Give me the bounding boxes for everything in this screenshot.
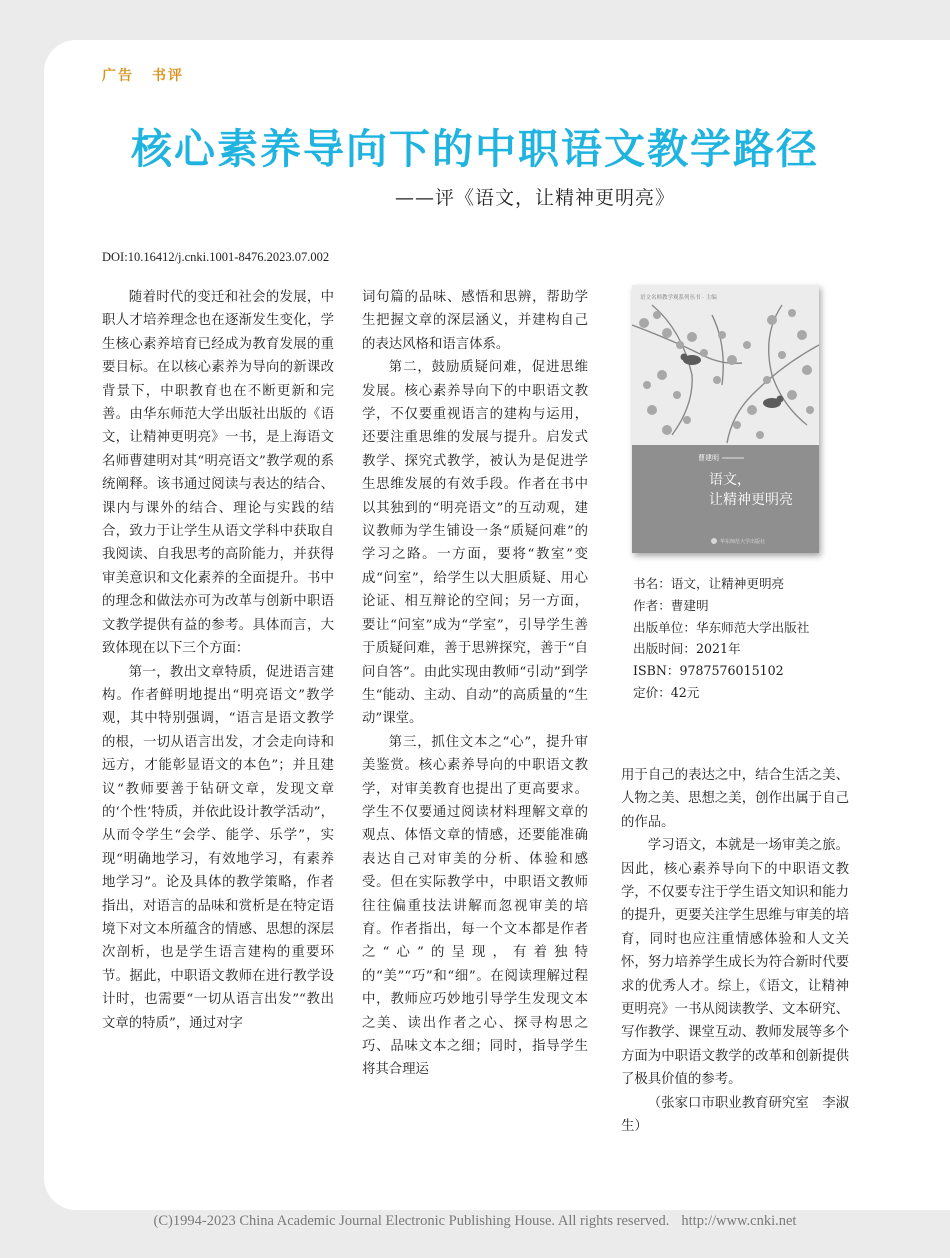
paragraph: 第二，鼓励质疑问难，促进思维发展。核心素养导向下的中职语文教学，不仅要重视语言的建构与运用，还要注重思维的发展与提升。启发式教学、探究式教学，被认为是促进学生思维发展的有效手段。作者在书中以其独到的“明亮语文”的互动观，建议教师为学生铺设一条“质疑问难”的学习之路。一方面，要将“教室”变成“问室”，给学生以大胆质疑、用心论证、相互辩论的空间；另一方面，要让“问室”成为“学室”，引导学生善于质疑问难，善于思辨探究，善于“自问自答”。由此实现由教师“引动”到学生“能动、主动、自动”的高质量的“生动”课堂。 <box>362 360 588 727</box>
copyright-text: (C)1994-2023 China Academic Journal Electronic Publishing House. All rights reserved. <box>153 1213 670 1229</box>
cover-publisher-text: 华东师范大学出版社 <box>720 539 766 545</box>
book-info-block <box>633 573 809 704</box>
book-publisher: 出版单位：华东师范大学出版社 <box>633 619 810 635</box>
article-title: 核心素养导向下的中职语文教学路径 <box>131 125 819 173</box>
paragraph: 第一，教出文章特质，促进语言建构。作者鲜明地提出“明亮语文”教学观，其中特别强调，“语言是语文教学的根，一切从语言出发，才会走向诗和远方，才能彰显语文的本色”；并且建议“教师要善于钻研文章，发现文章的‘个性’特质，并依此设计教学活动”，从而令学生“会学、能学、乐学”，实现“明确地学习，有效地学习，有素养地学习”。论及具体的教学策略，作者指出，对语言的品味和赏析是在特定语境下对文本所蕴含的情感、思想的深层次剖析，也是学生语言建构的重要环节。据此，中职语文教师在进行教学设计时，也需要“一切从语言出发”“教出文章的特质”，通过对字 <box>102 664 334 1031</box>
book-date: 出版时间：2021年 <box>633 641 741 657</box>
body-column-1 <box>102 286 334 1035</box>
body-column-2 <box>362 286 588 1082</box>
cover-title-line2: 让精神更明亮 <box>709 492 793 508</box>
footer-url[interactable]: http://www.cnki.net <box>681 1213 797 1229</box>
section-tag-review: 书评 <box>152 68 184 84</box>
cover-title-line1: 语文， <box>709 472 751 488</box>
body-column-3 <box>621 764 849 1139</box>
book-cover-image <box>632 285 819 553</box>
page-footer <box>0 1213 950 1230</box>
publisher-logo-icon <box>711 538 717 544</box>
book-name: 书名：语文，让精神更明亮 <box>633 576 785 591</box>
author-signature: （张家口市职业教育研究室 李淑生） <box>621 1095 849 1135</box>
section-tag-ad: 广告 <box>102 68 134 84</box>
doi-line: DOI:10.16412/j.cnki.1001-8476.2023.07.002 <box>102 250 330 264</box>
paragraph: 第三，抓住文本之“心”，提升审美鉴赏。核心素养导向的中职语文教学，对审美教育也提出了更高要求。学生不仅要通过阅读材料理解文章的观点、体悟文章的情感，还要能准确表达自己对审美的分析、体验和感受。但在实际教学中，中职语文教师往往偏重技法讲解而忽视审美的培育。作者指出，每一个文本都是作者之“心”的呈现，有着独特的“美”“巧”和“细”。在阅读理解过程中，教师应巧妙地引导学生发现文本之美、读出作者之心、探寻构思之巧、品味文本之细；同时，指导学生将其合理运 <box>362 734 588 1078</box>
book-price: 定价：42元 <box>633 684 700 700</box>
cover-series-text: 语文名师教学观系列丛书 · 主编 <box>640 295 717 301</box>
paragraph: 随着时代的变迁和社会的发展，中职人才培养理念也在逐渐发生变化，学生核心素养培育已经成为教育发展的重要目标。在以核心素养为导向的新课改背景下，中职教育也在不断更新和完善。由华东师范大学出版社出版的《语文，让精神更明亮》一书，是上海语文名师曹建明对其“明亮语文”教学观的系统阐释。该书通过阅读与表达的结合、课内与课外的结合、理论与实践的结合，致力于让学生从语文学科中获取自我阅读、自我思考的高阶能力，并获得审美意识和文化素养的全面提升。书中的理念和做法亦可为改革与创新中职语文教学提供有益的参考。具体而言，大致体现在以下三个方面： <box>102 290 334 657</box>
cover-author-text: 曹建明 <box>698 454 719 462</box>
section-tag <box>102 65 202 85</box>
paragraph: 词句篇的品味、感悟和思辨，帮助学生把握文章的深层涵义，并建构自己的表达风格和语言体系。 <box>362 290 588 352</box>
book-isbn: ISBN：9787576015102 <box>633 663 784 679</box>
article-subtitle: ——评《语文，让精神更明亮》 <box>394 187 675 209</box>
paragraph: 学习语文，本就是一场审美之旅。因此，核心素养导向下的中职语文教学，不仅要专注于学生语文知识和能力的提升，更要关注学生思维与审美的培育，同时也应注重情感体验和人文关怀，努力培养学生成长为符合新时代要求的优秀人才。综上，《语文，让精神更明亮》一书从阅读教学、文本研究、写作教学、课堂互动、教师发展等多个方面为中职语文教学的改革和创新提供了极具价值的参考。 <box>621 838 849 1088</box>
paragraph: 用于自己的表达之中，结合生活之美、人物之美、思想之美，创作出属于自己的作品。 <box>621 768 849 830</box>
book-author: 作者：曹建明 <box>633 597 709 613</box>
cover-top-panel <box>632 285 819 445</box>
